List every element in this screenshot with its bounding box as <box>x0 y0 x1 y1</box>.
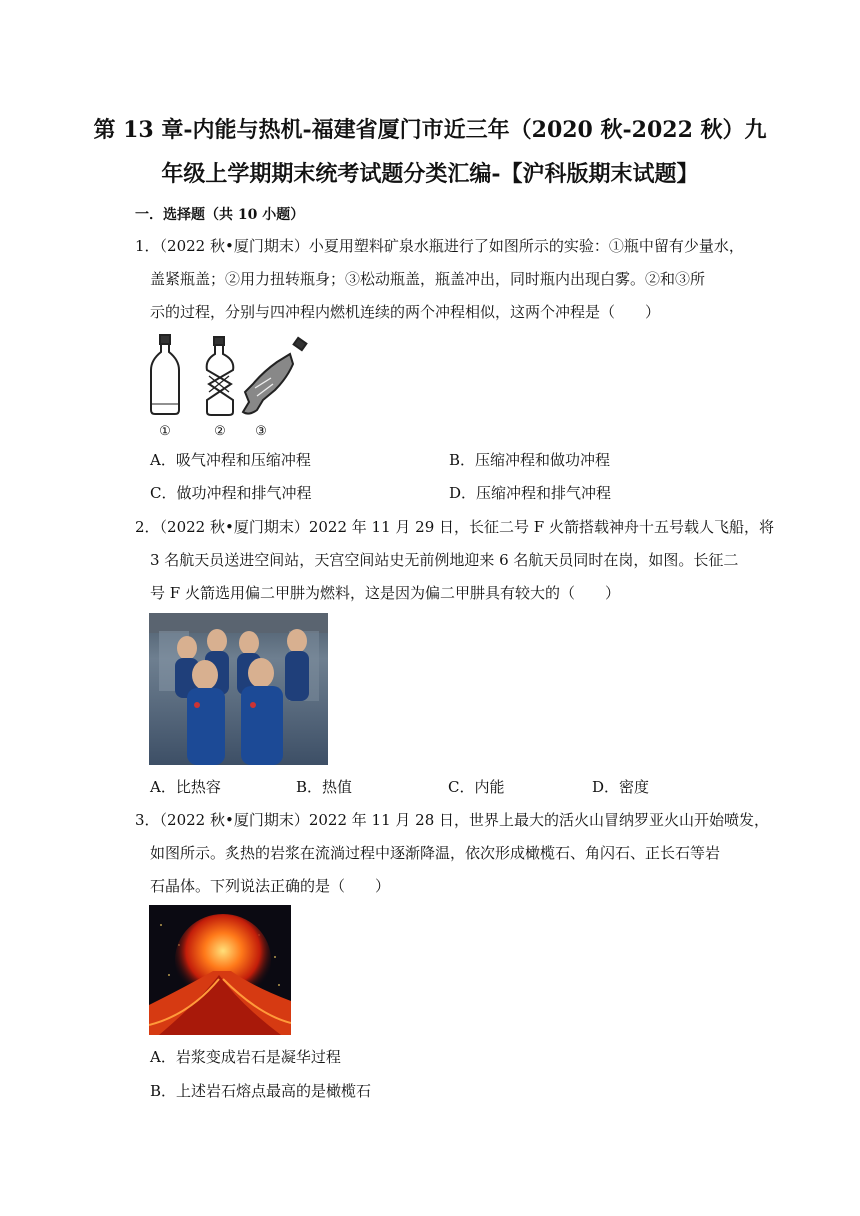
astronauts-photo <box>149 613 328 765</box>
figure-label-1: ① <box>159 424 171 439</box>
question-2-option-b: B．热值 <box>296 778 353 796</box>
question-1-option-d: D．压缩冲程和排气冲程 <box>449 484 612 502</box>
document-title-line-2: 年级上学期期末统考试题分类汇编-【沪科版期末试题】 <box>161 161 699 187</box>
document-title-line-1: 第 13 章-内能与热机-福建省厦门市近三年（2020 秋-2022 秋）九 <box>93 117 767 143</box>
question-2-option-c: C．内能 <box>448 778 505 796</box>
question-3-option-b: B．上述岩石熔点最高的是橄榄石 <box>150 1082 372 1100</box>
question-1-line-1: 1．（2022 秋•厦门期末）小夏用塑料矿泉水瓶进行了如图所示的实验：①瓶中留有少量水， <box>135 237 744 255</box>
question-2-line-1: 2．（2022 秋•厦门期末）2022 年 11 月 29 日，长征二号 F 火箭搭载神舟十五号载人飞船，将 <box>135 518 774 536</box>
section-heading: 一．选择题（共 10 小题） <box>135 207 305 223</box>
question-1-option-a: A．吸气冲程和压缩冲程 <box>150 451 311 469</box>
question-3-option-a: A．岩浆变成岩石是凝华过程 <box>150 1048 341 1066</box>
question-3-line-1: 3．（2022 秋•厦门期末）2022 年 11 月 28 日，世界上最大的活火山冒纳罗亚火山开始喷发， <box>135 811 770 829</box>
question-2-option-a: A．比热容 <box>150 778 221 796</box>
twisted-bottle <box>207 337 234 415</box>
question-2-option-d: D．密度 <box>592 778 650 796</box>
intact-bottle <box>151 335 179 414</box>
volcano-photo <box>149 905 291 1035</box>
question-1-option-c: C．做功冲程和排气冲程 <box>150 484 312 502</box>
figure-label-3: ③ <box>255 424 267 439</box>
question-3-line-2: 如图所示。炙热的岩浆在流淌过程中逐渐降温，依次形成橄榄石、角闪石、正长石等岩 <box>150 844 721 862</box>
question-3-line-3: 石晶体。下列说法正确的是（ ） <box>150 877 391 895</box>
uncapped-bottle <box>243 338 306 414</box>
figure-label-2: ② <box>214 424 226 439</box>
bottle-experiment-figure <box>145 332 315 440</box>
question-1-line-2: 盖紧瓶盖；②用力扭转瓶身；③松动瓶盖，瓶盖冲出，同时瓶内出现白雾。②和③所 <box>150 270 706 288</box>
question-2-line-3: 号 F 火箭选用偏二甲肼为燃料，这是因为偏二甲肼具有较大的（ ） <box>150 584 620 602</box>
question-2-line-2: 3 名航天员送进空间站，天宫空间站史无前例地迎来 6 名航天员同时在岗，如图。长征二 <box>150 551 739 569</box>
question-1-line-3: 示的过程，分别与四冲程内燃机连续的两个冲程相似，这两个冲程是（ ） <box>150 303 661 321</box>
question-1-option-b: B．压缩冲程和做功冲程 <box>449 451 611 469</box>
